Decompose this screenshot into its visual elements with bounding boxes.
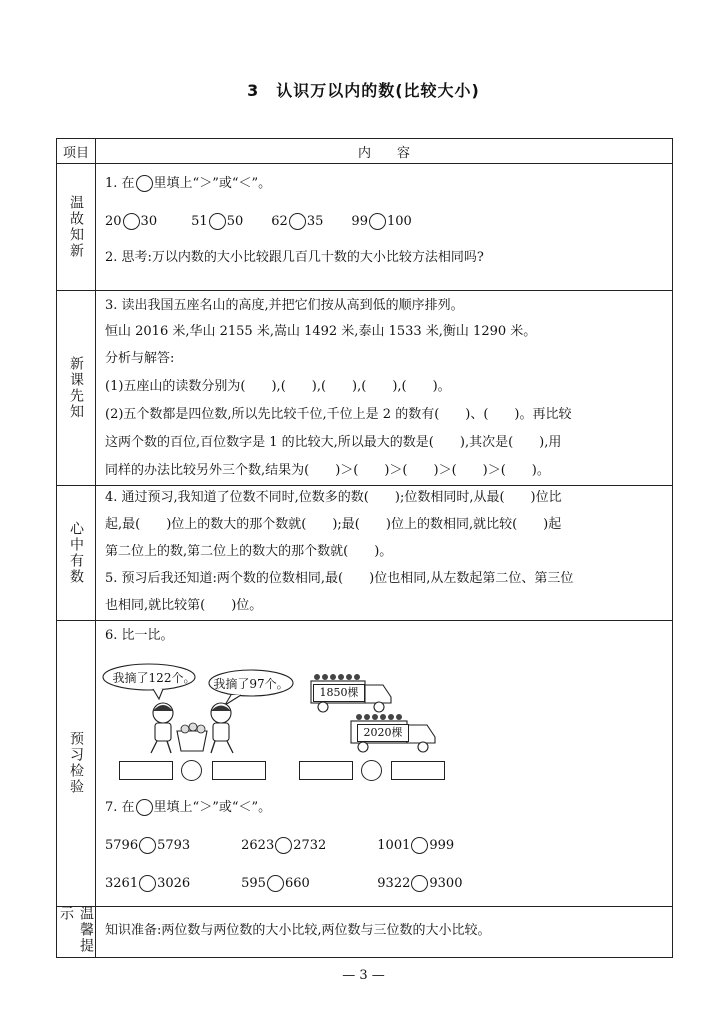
answer-circle[interactable]: [209, 213, 226, 230]
section-label-summary: [57, 485, 96, 620]
q4-line3: 第二位上的数,第二位上的数大的那个数就( )。: [105, 544, 393, 559]
answer-circle[interactable]: [136, 799, 153, 816]
trucks-illustration: [303, 667, 453, 757]
answer-box-trucks-left[interactable]: [299, 761, 353, 780]
q3-line2: 恒山 2016 米,华山 2155 米,嵩山 1492 米,泰山 1533 米,衡山 1290 米。: [105, 324, 537, 339]
section-label-check: [57, 620, 96, 906]
truck1-label: 1850棵: [313, 684, 365, 702]
q6-title: 6. 比一比。: [105, 628, 174, 643]
worksheet-table: [56, 138, 673, 958]
q5-line2: 也相同,就比较第( )位。: [105, 598, 263, 613]
answer-circle[interactable]: [275, 837, 292, 854]
bubble-boy-text: 我摘了97个。: [213, 677, 289, 691]
answer-circle[interactable]: [411, 837, 428, 854]
truck2-label: 2020棵: [357, 724, 409, 742]
answer-circle[interactable]: [139, 875, 156, 892]
answer-box-kids-right[interactable]: [212, 761, 266, 780]
section-label-new-lesson: [57, 290, 96, 485]
q7-instruction: 7. 在 里填上“＞”或“＜”。: [105, 800, 272, 815]
q3-line6: 这两个数的百位,百位数字是 1 的比较大,所以最大的数是( ),其次是( ),用: [105, 435, 562, 450]
q3-line3: 分析与解答:: [105, 351, 175, 366]
section-text: 温馨提示: [58, 906, 94, 954]
q3-line1: 3. 读出我国五座名山的高度,并把它们按从高到低的顺序排列。: [105, 298, 464, 313]
q3-line4: (1)五座山的读数分别为( ),( ),( ),( ),( )。: [105, 379, 451, 394]
answer-circle-kids[interactable]: [181, 760, 202, 781]
answer-box-trucks-right[interactable]: [391, 761, 445, 780]
answer-circle[interactable]: [411, 875, 428, 892]
section-text: 新课先知: [68, 355, 84, 420]
section-text: 温故知新: [68, 194, 84, 259]
q1-items: 20 30 51 50 62 35 99 100: [105, 214, 412, 229]
q7-row2: 3261 3026 595 660 9322 9300: [105, 876, 463, 891]
q1-instruction: 1. 在 里填上“＞”或“＜”。: [105, 176, 272, 191]
answer-circle[interactable]: [267, 875, 284, 892]
page-title: 3 认识万以内的数(比较大小): [247, 81, 480, 100]
q3-line7: 同样的办法比较另外三个数,结果为( )＞( )＞( )＞( )＞( )。: [105, 463, 550, 478]
page-number: — 3 —: [342, 968, 385, 983]
q4-line1: 4. 通过预习,我知道了位数不同时,位数多的数( );位数相同时,从最( )位比: [105, 490, 562, 505]
section-label-tip: [57, 906, 96, 957]
header-content-label: 内 容: [357, 145, 410, 161]
answer-circle[interactable]: [289, 213, 306, 230]
q5-line1: 5. 预习后我还知道:两个数的位数相同,最( )位也相同,从左数起第二位、第三位: [105, 571, 574, 586]
answer-circle[interactable]: [369, 213, 386, 230]
answer-circle[interactable]: [139, 837, 156, 854]
bubble-girl-text: 我摘了122个。: [112, 671, 196, 685]
section-text: 心中有数: [68, 520, 84, 585]
tip-text: 知识准备:两位数与两位数的大小比较,两位数与三位数的大小比较。: [105, 923, 491, 938]
answer-box-kids-left[interactable]: [119, 761, 173, 780]
q3-line5: (2)五个数都是四位数,所以先比较千位,千位上是 2 的数有( )、( )。再比较: [105, 407, 572, 422]
header-col-item: [57, 139, 96, 163]
q2-text: 2. 思考:万以内数的大小比较跟几百几十数的大小比较方法相同吗?: [105, 250, 484, 265]
answer-circle-trucks[interactable]: [361, 760, 382, 781]
header-item-label: 项目: [62, 145, 89, 161]
answer-circle[interactable]: [136, 175, 153, 192]
section-text: 预习检验: [68, 731, 84, 795]
q4-line2: 起,最( )位上的数大的那个数就( );最( )位上的数相同,就比较( )起: [105, 517, 562, 532]
q7-row1: 5796 5793 2623 2732 1001 999: [105, 838, 455, 853]
section-label-review: [57, 163, 96, 290]
answer-circle[interactable]: [123, 213, 140, 230]
